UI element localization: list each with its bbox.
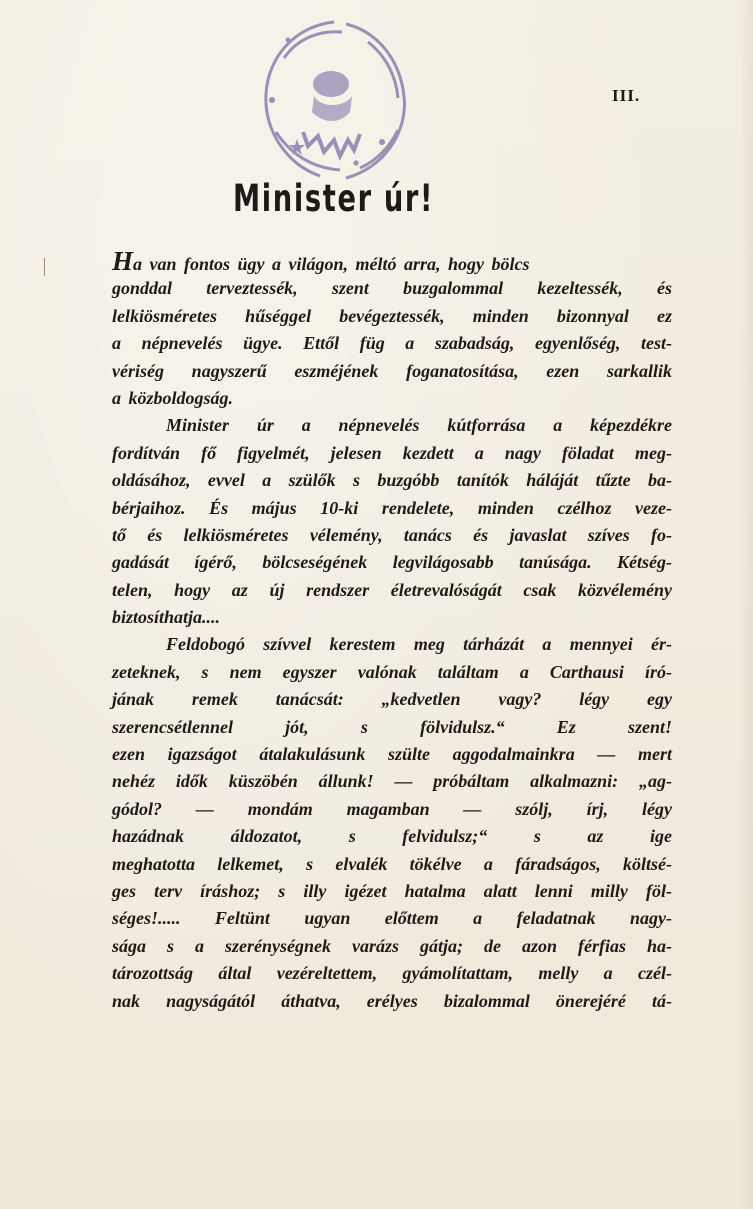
text-line: meghatotta lelkemet, s elvalék tökélve a fáradságos, költsé- — [112, 853, 672, 874]
text-line: telen, hogy az új rendszer életrevalóságát csak közvélemény — [112, 579, 672, 600]
text-line: ges terv íráshoz; s illy igézet hatalma alatt lenni milly föl- — [112, 880, 672, 901]
document-title: Minister úr! — [233, 177, 435, 220]
text-line: biztosíthatja.... — [112, 607, 221, 628]
text-line: hazádnak áldozatot, s felvidulsz;“ s az ige — [112, 826, 672, 847]
text-line: nak nagyságától áthatva, erélyes bizalommal önerejéré tá- — [112, 990, 672, 1011]
text-line: Feldobogó szívvel kerestem meg tárházát a mennyei ér- — [166, 634, 672, 655]
drop-cap: H — [112, 246, 134, 276]
text-line: zeteknek, s nem egyszer valónak találtam a Carthausi író- — [112, 661, 672, 682]
page-edge-shadow — [739, 0, 753, 1209]
text-line: sága s a szerénységnek varázs gátja; de azon férfias ha- — [112, 935, 672, 956]
text-line — [112, 248, 672, 275]
library-stamp-icon — [248, 14, 416, 186]
text-line: tő és lelkiösméretes vélemény, tanács és javaslat szíves fo- — [112, 524, 672, 545]
text-line: ezen igazságot átalakulásunk szülte aggodalmainkra — mert — [112, 744, 672, 765]
text-line: Minister úr a népnevelés kútforrása a képezdékre — [166, 415, 672, 436]
text-line: nehéz idők küszöbén állunk! — próbáltam alkalmazni: „ag- — [112, 771, 672, 792]
text-line: vériség nagyszerű eszméjének foganatosítása, ezen sarkallik — [112, 360, 672, 381]
main-text — [112, 248, 672, 1015]
text-line: lelkiösméretes hűséggel bevégeztessék, minden bizonnyal ez — [112, 305, 672, 326]
text-line: szerencsétlennel jót, s fölvidulsz.“ Ez szent! — [112, 716, 672, 737]
page-number: III. — [612, 86, 641, 105]
text-line: gonddal terveztessék, szent buzgalommal kezeltessék, és — [112, 278, 672, 299]
text-line: séges!..... Feltünt ugyan előttem a feladatnak nagy- — [112, 908, 672, 929]
line-remainder: a van fontos ügy a világon, méltó arra, hogy bölcs — [133, 254, 530, 274]
text-line: bérjaihoz. És május 10-ki rendelete, minden czélhoz veze- — [112, 497, 672, 518]
margin-mark — [44, 258, 45, 276]
text-line: gódol? — mondám magamban — szólj, írj, légy — [112, 798, 672, 819]
text-line: tározottság által vezéreltettem, gyámolítattam, melly a czél- — [112, 963, 672, 984]
text-line: gadását ígérő, bölcseségének legvilágosabb tanúsága. Kétség- — [112, 552, 672, 573]
text-line: fordítván fő figyelmét, jelesen kezdett a nagy föladat meg- — [112, 442, 672, 463]
text-line: oldásához, evvel a szülők s buzgóbb tanítók háláját tűzte ba- — [112, 470, 672, 491]
text-line: a népnevelés ügye. Ettől füg a szabadság, egyenlőség, test- — [112, 333, 672, 354]
text-line: a közboldogság. — [112, 387, 234, 408]
text-line: jának remek tanácsát: „kedvetlen vagy? légy egy — [112, 689, 672, 710]
